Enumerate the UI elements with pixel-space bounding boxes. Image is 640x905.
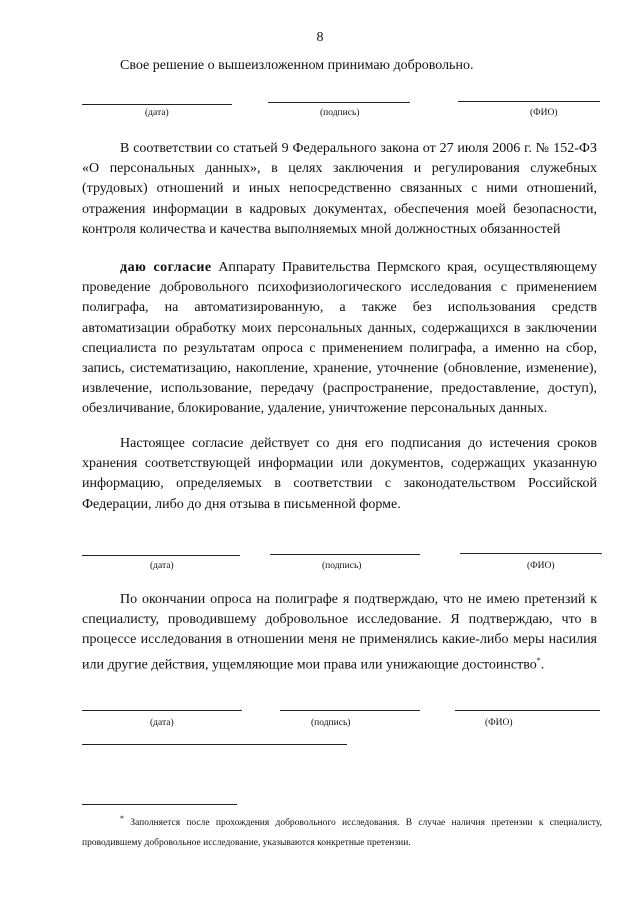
fio-caption: (ФИО) [530, 108, 558, 118]
legal-basis-paragraph: В соответствии со статьей 9 Федерального закона от 27 июля 2006 г. № 152-ФЗ «О персональных данных», в целях заключения и регулирования служебных (трудовых) отношений и иных непосредственно связанных с ними отношений, отражения информации в кадровых документах, обеспечения моей безопасности, контроля количества и качества выполняемых мной должностных обязанностей [82, 141, 597, 237]
date-line [82, 710, 242, 711]
signature-caption: (подпись) [320, 108, 360, 118]
footnote-separator [82, 804, 237, 805]
date-line [82, 555, 240, 556]
footnote-reference: * [536, 655, 541, 665]
consent-text: Аппарату Правительства Пермского края, осуществляющему проведение добровольного психофизиологического исследования с применением полиграфа, на автоматизированную, а также без использования средств автоматизации обработку моих персональных данных, содержащихся в заключении специалиста по результатам опроса с применением полиграфа, а именно на сбор, запись, систематизацию, накопление, хранение, уточнение (обновление, изменение), извлечение, использование, передачу (распространение, предоставление, доступ), обезличивание, блокирование, удаление, уничтожение персональных данных. [82, 260, 597, 417]
fio-line [458, 101, 600, 102]
date-caption: (дата) [150, 718, 174, 728]
date-caption: (дата) [145, 108, 169, 118]
validity-paragraph: Настоящее согласие действует со дня его подписания до истечения сроков хранения соответствующей информации или документов, содержащих указанную информацию, определяемых в соответствии с законодательством Российской Федерации, либо до дня отзыва в письменной форме. [82, 436, 597, 512]
footnote-text: Заполняется после прохождения добровольного исследования. В случае наличия претензии к специалисту, проводившему добровольное исследование, указываются конкретные претензии. [82, 818, 602, 849]
signature-caption: (подпись) [311, 718, 351, 728]
signature-caption: (подпись) [322, 561, 362, 571]
signature-line [270, 554, 420, 555]
fio-line [455, 710, 600, 711]
signature-block-3 [0, 710, 640, 740]
page-number: 8 [316, 30, 324, 45]
fio-line [460, 553, 602, 554]
extra-signature-line [82, 744, 347, 745]
date-line [82, 104, 232, 105]
signature-line [280, 710, 420, 711]
footnote-marker: * [120, 814, 124, 823]
signature-block-1 [0, 100, 640, 130]
footnote [82, 809, 602, 853]
intro-statement: Свое решение о вышеизложенном принимаю добровольно. [120, 58, 474, 73]
no-claims-text: По окончании опроса на полиграфе я подтверждаю, что не имею претензий к специалисту, проводившему добровольное исследование. Я подтверждаю, что в процессе исследования в отношении меня не применялись какие-либо меры насилия или другие действия, ущемляющие мои права или унижающие достоинство [82, 592, 597, 673]
signature-block-2 [0, 553, 640, 583]
date-caption: (дата) [150, 561, 174, 571]
consent-heading: даю согласие [120, 260, 212, 275]
no-claims-paragraph: По окончании опроса на полиграфе я подтверждаю, что не имею претензий к специалисту, проводившему добровольное исследование. Я подтверждаю, что в процессе исследования в отношении меня не применялись какие-либо меры насилия или другие действия, ущемляющие мои права или унижающие достоинство*. [82, 592, 597, 673]
consent-paragraph [82, 258, 597, 420]
fio-caption: (ФИО) [485, 718, 513, 728]
signature-line [268, 102, 410, 103]
fio-caption: (ФИО) [527, 561, 555, 571]
